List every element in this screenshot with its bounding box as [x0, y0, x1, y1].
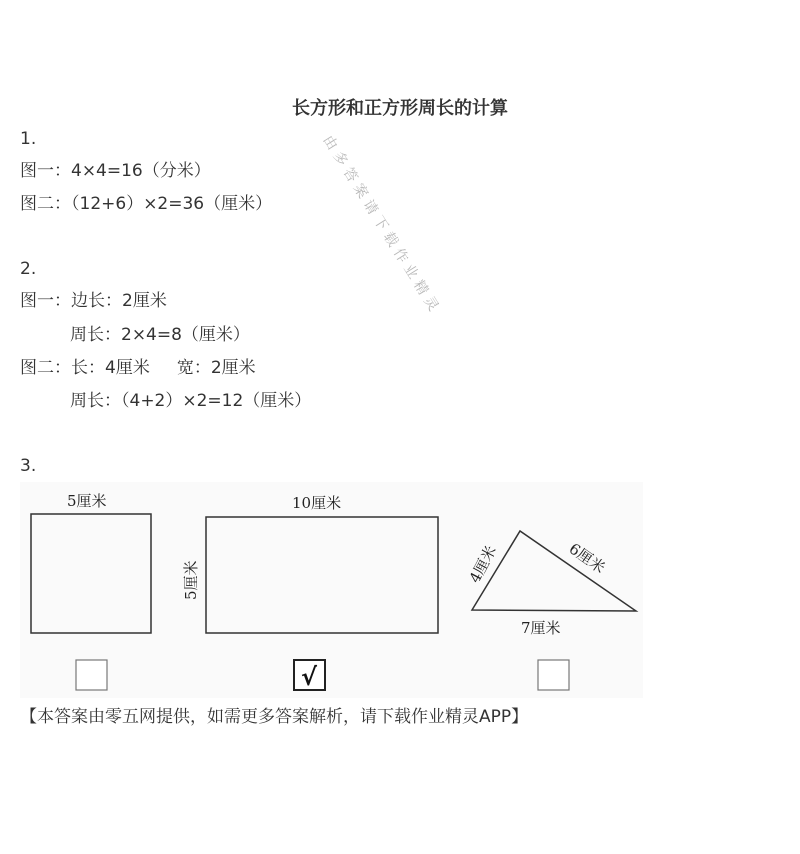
rectangle-shape	[206, 517, 438, 633]
question-1-number: 1.	[20, 129, 37, 149]
square-top-label: 5厘米	[67, 492, 107, 510]
rectangle-answer-check-mark: √	[301, 663, 318, 691]
triangle-left-label: 4厘米	[465, 542, 501, 586]
rectangle-side-label: 5厘米	[182, 560, 200, 600]
answer-source-footer: 【本答案由零五网提供，如需更多答案解析，请下载作业精灵APP】	[20, 707, 529, 727]
triangle-shape	[472, 531, 636, 611]
square-answer-checkbox[interactable]	[76, 660, 107, 690]
question-1-figure-1-answer: 图一：4×4=16（分米）	[20, 161, 211, 181]
square-shape	[31, 514, 151, 633]
question-2-figure-2-dimensions: 图二：长：4厘米 宽：2厘米	[20, 358, 256, 378]
page-title: 长方形和正方形周长的计算	[292, 98, 508, 119]
question-3-shapes	[20, 482, 643, 698]
question-2-number: 2.	[20, 259, 37, 279]
triangle-answer-checkbox[interactable]	[538, 660, 569, 690]
question-2-figure-1-perimeter: 周长：2×4=8（厘米）	[70, 325, 250, 345]
watermark-text: 由多答案请下载作业精灵	[319, 132, 444, 319]
question-3-figure	[20, 482, 643, 698]
question-2-figure-1-side: 图一：边长：2厘米	[20, 291, 167, 311]
question-3-number: 3.	[20, 456, 37, 476]
question-1-figure-2-answer: 图二：（12+6）×2=36（厘米）	[20, 194, 273, 214]
question-2-figure-2-perimeter: 周长：（4+2）×2=12（厘米）	[70, 391, 312, 411]
triangle-bottom-label: 7厘米	[521, 619, 561, 637]
triangle-right-label: 6厘米	[565, 539, 609, 577]
rectangle-top-label: 10厘米	[292, 494, 342, 512]
